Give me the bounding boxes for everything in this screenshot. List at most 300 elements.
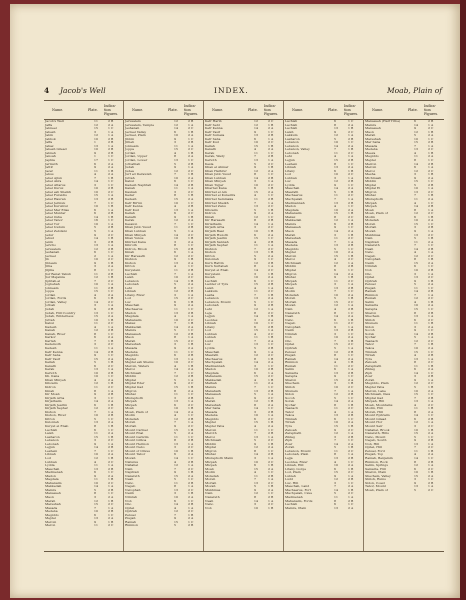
entry-plate: 3 [254, 180, 256, 184]
entry-plate: 7 [334, 485, 336, 489]
entry-name: Kedar [125, 194, 135, 198]
entry-plate: 9 [334, 428, 336, 432]
entry-plate: 13 [334, 506, 338, 510]
entry-name: Naphtali [125, 471, 139, 475]
entry-plate: 14 [94, 215, 98, 219]
entry-plate: 14 [94, 350, 98, 354]
entry-plate: 9 [414, 378, 416, 382]
entry-figure: 1 B [428, 151, 434, 155]
entry-figure: 1 B [108, 435, 114, 439]
entry-figure: 1 A [268, 393, 274, 397]
entry-name: Judah [45, 307, 55, 311]
entry-plate: 13 [174, 357, 178, 361]
entry-plate: 10 [334, 141, 338, 145]
entry-figure: 1 A [268, 222, 274, 226]
entry-plate: 13 [94, 144, 98, 148]
entry-name: Lehi [125, 286, 132, 290]
entry-figure: 2 B [188, 205, 194, 209]
entry-plate: 15 [254, 283, 258, 287]
entry-figure: 2 C [428, 212, 434, 216]
entry-plate: 7 [174, 222, 176, 226]
entry-figure: 2 C [188, 318, 194, 322]
entry-name: Lachish [125, 272, 138, 276]
entry-plate: 8 [414, 311, 416, 315]
entry-plate: 6 [94, 162, 96, 166]
entry-figure: 2 A [188, 432, 194, 436]
entry-name: Lebanon [125, 279, 139, 283]
entry-figure: 2 A [428, 155, 434, 159]
entry-plate: 4 [94, 460, 96, 464]
entry-name: Kefr Sumeia [205, 134, 225, 138]
entry-plate: 13 [254, 389, 258, 393]
entry-plate: 11 [334, 194, 338, 198]
entry-plate: 9 [254, 212, 256, 216]
entry-plate: 12 [174, 510, 178, 514]
entry-figure: 1 A [108, 368, 114, 372]
entry-figure: 1 C [268, 173, 274, 177]
entry-plate: 10 [94, 137, 98, 141]
entry-plate: 15 [334, 471, 338, 475]
entry-figure: 2 C [428, 127, 434, 131]
entry-plate: 13 [254, 134, 258, 138]
entry-figure: 1 B [268, 506, 274, 510]
entry-name: Moreh [365, 222, 376, 226]
entry-name: Ramah, Benjamin [365, 456, 393, 460]
entry-plate: 7 [254, 386, 256, 390]
entry-figure: 1 B [108, 403, 114, 407]
entry-name: Sychar [365, 336, 376, 340]
entry-plate: 7 [254, 432, 256, 436]
entry-figure: 2 C [108, 503, 114, 507]
entry-plate: 14 [334, 400, 338, 404]
entry-name: Leja [205, 311, 212, 315]
entry-plate: 14 [254, 222, 258, 226]
entry-plate: 6 [254, 279, 256, 283]
entry-plate: 14 [414, 123, 418, 127]
entry-name: Mount Nebo [125, 446, 145, 450]
entry-figure: 2 B [188, 183, 194, 187]
entry-plate: 12 [94, 499, 98, 503]
entry-figure: 1 C [428, 307, 434, 311]
entry-figure: 1 C [268, 343, 274, 347]
entry-plate: 9 [94, 442, 96, 446]
entry-name: Tabor [285, 410, 294, 414]
entry-plate: 13 [334, 371, 338, 375]
entry-plate: 15 [174, 198, 178, 202]
entry-figure: 2 A [188, 134, 194, 138]
page-number: 4 [44, 86, 50, 95]
entry-figure: 2 C [188, 382, 194, 386]
entry-figure: 1 B [188, 492, 194, 496]
entry-plate: 6 [94, 336, 96, 340]
entry-name: Mount Hermon [125, 442, 150, 446]
entry-figure: 2 C [268, 417, 274, 421]
entry-name: Nahaliel, Brook [365, 428, 390, 432]
entry-figure: 2 C [428, 276, 434, 280]
entry-name: Jibbin [125, 137, 135, 141]
entry-name: Nebo [125, 481, 134, 485]
entry-name: Nezib [125, 492, 135, 496]
entry-plate: 5 [174, 432, 176, 436]
entry-plate: 10 [94, 371, 98, 375]
entry-name: Mizpah [285, 279, 297, 283]
entry-plate: 10 [94, 190, 98, 194]
entry-name: Kitron [45, 417, 55, 421]
entry-plate: 3 [94, 183, 96, 187]
entry-name: Leontes, River [285, 460, 308, 464]
entry-name: Migron [365, 190, 377, 194]
entry-figure: 1 C [348, 396, 354, 400]
entry-plate: 7 [94, 176, 96, 180]
entry-name: Neah [125, 478, 134, 482]
entry-name: Neah [365, 247, 374, 251]
entry-figure: 1 B [428, 322, 434, 326]
entry-figure: 2 B [348, 435, 354, 439]
entry-figure: 2 A [108, 432, 114, 436]
entry-figure: 1 A [108, 304, 114, 308]
entry-name: Jarmuth [45, 162, 58, 166]
entry-name: Kenath [125, 215, 137, 219]
entry-figure: 1 C [108, 268, 114, 272]
entry-name: Ophel [125, 506, 135, 510]
entry-figure: 2 B [108, 414, 114, 418]
entry-figure: 1 C [188, 414, 194, 418]
entry-figure: 1 A [268, 435, 274, 439]
entry-figure: 2 B [268, 219, 274, 223]
entry-plate: 14 [414, 414, 418, 418]
entry-name: Madmenah [45, 471, 63, 475]
entry-name: Jabbok [45, 137, 56, 141]
entry-plate: 4 [414, 251, 416, 255]
entry-name: Khirbet el Kuneitra [205, 194, 236, 198]
entry-plate: 7 [174, 371, 176, 375]
entry-plate: 12 [174, 254, 178, 258]
entry-figure: 1 B [108, 520, 114, 524]
entry-figure: 2 A [428, 176, 434, 180]
entry-name: Makkedah [125, 325, 142, 329]
entry-name: Kefr Harib [205, 120, 222, 123]
entry-name: Kishion [125, 258, 137, 262]
column-header [44, 101, 123, 120]
entry-plate: 6 [254, 371, 256, 375]
entry-plate: 5 [414, 336, 416, 340]
entry-name: Jebel Usdum [45, 226, 65, 230]
entry-name: Socoh [285, 396, 295, 400]
entry-plate: 11 [334, 449, 338, 453]
entry-plate: 9 [94, 151, 96, 155]
entry-plate: 5 [254, 439, 256, 443]
entry-plate: 10 [94, 414, 98, 418]
entry-plate: 15 [94, 194, 98, 198]
entry-name: Lakkum [285, 134, 298, 138]
entry-plate: 4 [174, 414, 176, 418]
entry-plate: 3 [94, 343, 96, 347]
entry-name: Ono [125, 503, 132, 507]
entry-name: Nazareth [285, 311, 300, 315]
entry-plate: 9 [174, 166, 176, 170]
entry-name: Moladah [285, 293, 299, 297]
entry-name: Jebel Ajlun [45, 176, 63, 180]
entry-plate: 11 [414, 240, 418, 244]
entry-plate: 7 [414, 396, 416, 400]
entry-plate: 6 [174, 212, 176, 216]
entry-plate: 8 [414, 460, 416, 464]
entry-name: Luz, Hill [285, 481, 299, 485]
entry-plate: 12 [414, 130, 418, 134]
entry-plate: 8 [414, 258, 416, 262]
entry-figure: 1 A [108, 347, 114, 350]
entry-plate: 4 [334, 205, 336, 209]
entry-name: Pisgah [365, 286, 376, 290]
entry-figure: 2 B [268, 304, 274, 308]
entry-plate: 12 [94, 134, 98, 138]
entry-name: Kir Hareseth [125, 254, 146, 258]
entry-name: Madmenah [285, 495, 303, 499]
entry-figure: 2 B [268, 283, 274, 287]
entry-name: Laish [205, 286, 214, 290]
index-entry [364, 489, 444, 493]
entry-plate: 11 [94, 464, 98, 468]
entry-name: Shechem, Valley [365, 474, 391, 478]
entry-name: Ophrah [285, 347, 297, 350]
entry-figure: 1 A [188, 357, 194, 361]
entry-name: Lod [45, 456, 51, 460]
entry-plate: 5 [334, 247, 336, 251]
entry-figure: 2 B [108, 226, 114, 230]
entry-name: Masada [125, 347, 138, 350]
entry-plate: 9 [174, 425, 176, 429]
entry-figure: 1 B [188, 151, 194, 155]
entry-figure: 1 B [428, 173, 434, 177]
entry-name: Lod [125, 297, 131, 301]
entry-name: Moriah [285, 300, 297, 304]
entry-figure: 2 C [188, 425, 194, 429]
entry-figure: 2 C [428, 297, 434, 301]
entry-figure: 1 B [268, 272, 274, 276]
entry-plate: 15 [254, 144, 258, 148]
entry-plate: 3 [94, 130, 96, 134]
entry-name: Lydda [45, 464, 55, 468]
entry-name: Tabor [365, 343, 374, 347]
entry-name: Ono [285, 339, 292, 343]
entry-figure: 2 C [428, 467, 434, 471]
entry-name: Jebel Hauran [45, 198, 66, 202]
entry-name: Moriah [125, 425, 137, 429]
entry-plate: 8 [254, 219, 256, 223]
entry-figure: 1 B [268, 421, 274, 425]
entry-plate: 3 [254, 318, 256, 322]
entry-name: Magdala [45, 478, 59, 482]
entry-figure: 2 C [108, 439, 114, 443]
entry-figure: 1 C [348, 183, 354, 187]
entry-name: Rimmon [285, 361, 299, 365]
entry-name: Lubieh [205, 336, 216, 340]
entry-figure: 2 A [348, 123, 354, 127]
entry-plate: 7 [334, 148, 336, 152]
entry-name: Lod [285, 173, 291, 177]
entry-figure: 2 C [188, 127, 194, 131]
entry-name: Sidon, Coast [365, 481, 385, 485]
entry-name: Manasseh (Half Tribe) [365, 120, 401, 123]
entry-name: Middin [285, 265, 297, 269]
entry-figure: 1 A [348, 155, 354, 159]
entry-plate: 9 [254, 396, 256, 400]
entry-figure: 2 C [348, 173, 354, 177]
entry-plate: 14 [174, 127, 178, 131]
entry-plate: 9 [94, 474, 96, 478]
entry-figure: 2 C [188, 169, 194, 173]
entry-name: Ophrah [365, 279, 377, 283]
entry-plate: 9 [174, 471, 176, 475]
entry-name: Marah [205, 400, 216, 404]
entry-name: Megiddo [365, 155, 379, 159]
entry-plate: 6 [334, 503, 336, 507]
entry-plate: 5 [94, 488, 96, 492]
entry-name: Nimrah [285, 332, 297, 336]
entry-name: Machaerus [285, 194, 303, 198]
entry-name: Mejdel [45, 517, 56, 521]
entry-name: Shechem [285, 382, 300, 386]
header-name: Name. [292, 108, 304, 112]
column-header [124, 101, 203, 120]
entry-plate: 8 [334, 354, 336, 358]
entry-plate: 12 [334, 219, 338, 223]
entry-figure: 2 A [108, 400, 114, 404]
entry-name: Kefr Saba [205, 137, 221, 141]
entry-plate: 7 [174, 322, 176, 326]
entry-figure: 1 B [348, 276, 354, 280]
entry-name: Jordan [45, 293, 56, 297]
entry-figure: 2 A [268, 148, 274, 152]
entry-figure: 2 B [188, 481, 194, 485]
entry-figure: 1 B [268, 336, 274, 340]
entry-figure: 1 A [348, 389, 354, 393]
entry-plate: 10 [94, 148, 98, 152]
entry-figure: 1 A [188, 144, 194, 148]
entry-name: Merom [365, 166, 377, 170]
entry-figure: 1 C [428, 180, 434, 184]
entry-plate: 3 [334, 332, 336, 336]
entry-figure: 2 A [428, 474, 434, 478]
entry-plate: 10 [334, 251, 338, 255]
entry-figure: 2 B [268, 368, 274, 372]
entry-figure: 1 A [348, 261, 354, 265]
entry-name: Megiddo [45, 513, 59, 517]
entry-name: Kedesh [125, 198, 137, 202]
entry-plate: 13 [174, 208, 178, 212]
entry-name: Khirbet el Ain [205, 190, 227, 194]
entry-name: Masada [285, 240, 298, 244]
entry-figure: 2 B [188, 268, 194, 272]
entry-name: Jattir [45, 166, 54, 170]
entry-name: Mount Ephraim [365, 414, 390, 418]
entry-plate: 14 [174, 503, 178, 507]
entry-plate: 10 [414, 389, 418, 393]
entry-name: Migdal El [365, 187, 381, 191]
entry-plate: 7 [174, 421, 176, 425]
entry-figure: 1 A [428, 421, 434, 425]
entry-name: Khan Lubban [125, 229, 146, 233]
entry-name: Moriah [205, 481, 217, 485]
entry-plate: 3 [174, 343, 176, 347]
entry-name: Nebo [285, 318, 294, 322]
entry-plate: 10 [414, 268, 418, 272]
entry-plate: 9 [334, 226, 336, 230]
entry-figure: 1 A [428, 166, 434, 170]
entry-plate: 11 [254, 244, 258, 248]
entry-name: Lachish [45, 428, 58, 432]
entry-figure: 1 B [348, 339, 354, 343]
entry-name: Sarepta [285, 375, 298, 379]
entry-name: Penuel, Ford [365, 449, 385, 453]
entry-name: Jebel Duruz [45, 187, 64, 191]
entry-plate: 9 [174, 304, 176, 308]
entry-name: Rumah [365, 297, 377, 301]
entry-plate: 12 [94, 456, 98, 460]
entry-figure: 1 A [108, 283, 114, 287]
entry-plate: 12 [414, 382, 418, 386]
entry-name: Nazareth [205, 495, 220, 499]
entry-name: Khirbet Kana [125, 240, 146, 244]
entry-figure: 1 C [108, 180, 114, 184]
entry-plate: 8 [254, 311, 256, 315]
entry-plate: 9 [174, 382, 176, 386]
entry-plate: 7 [334, 439, 336, 443]
entry-figure: 2 A [188, 410, 194, 414]
entry-plate: 10 [174, 276, 178, 280]
entry-figure: 2 B [428, 141, 434, 145]
entry-figure: 2 C [188, 467, 194, 471]
entry-figure: 1 A [348, 198, 354, 202]
entry-name: Taanach [285, 407, 299, 411]
entry-name: Mount Seir [365, 425, 383, 429]
entry-name: Mizpah [205, 460, 217, 464]
entry-plate: 6 [174, 403, 176, 407]
entry-figure: 1 B [428, 279, 434, 283]
entry-figure: 2 A [188, 517, 194, 521]
entry-figure: 2 C [268, 375, 274, 379]
entry-plate: 5 [174, 378, 176, 382]
entry-name: Jabin [45, 134, 54, 138]
entry-name: Keilah [45, 361, 55, 365]
entry-plate: 4 [94, 378, 96, 382]
entry-plate: 13 [334, 414, 338, 418]
entry-figure: 2 C [268, 460, 274, 464]
entry-plate: 1 [94, 155, 96, 159]
entry-figure: 1 C [428, 350, 434, 354]
entry-plate: 2 [94, 254, 96, 258]
entry-name: Tekoa [365, 347, 375, 350]
entry-name: Shiloh [285, 386, 295, 390]
entry-figure: 2 B [428, 162, 434, 166]
entry-figure: 2 A [188, 368, 194, 372]
entry-figure: 1 C [348, 268, 354, 272]
entry-plate: 8 [254, 449, 256, 453]
entry-name: Migron [125, 389, 137, 393]
entry-figure: 1 A [428, 208, 434, 212]
entry-figure: 1 C [268, 194, 274, 198]
entry-plate: 13 [174, 488, 178, 492]
entry-figure: 2 A [108, 421, 114, 425]
entry-name: Madon [285, 205, 296, 209]
entry-name: Kesalon [125, 222, 138, 226]
entry-figure: 2 A [428, 389, 434, 393]
entry-name: Meroz [365, 169, 375, 173]
entry-figure: 1 B [268, 187, 274, 191]
entry-figure: 1 B [188, 130, 194, 134]
entry-plate: 6 [334, 467, 336, 471]
entry-figure: 2 A [188, 453, 194, 457]
